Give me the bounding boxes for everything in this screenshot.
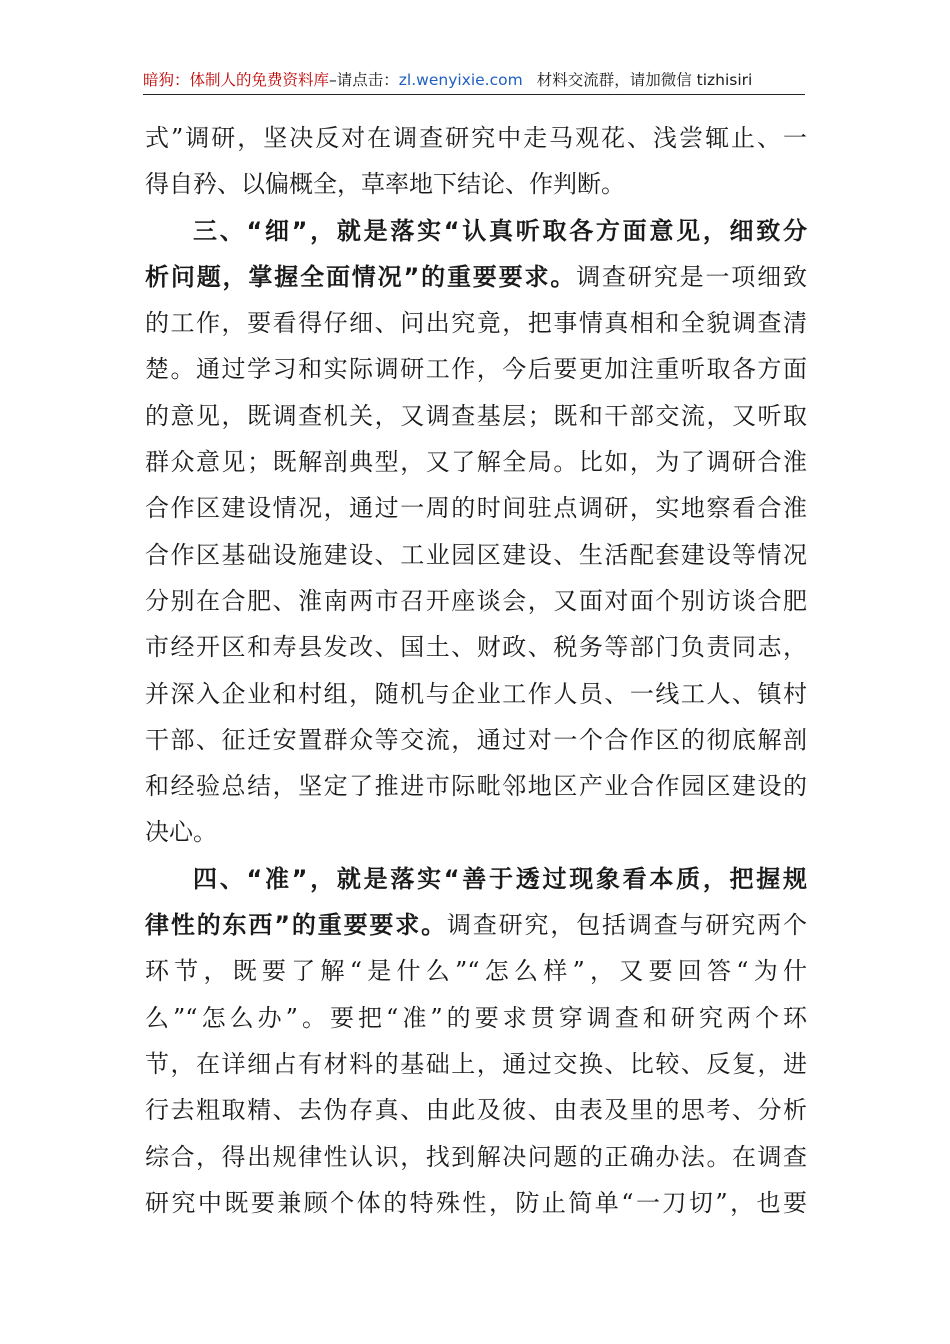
text-run: 的工作，要看得仔细、问出究竟，把事情真相和全貌调查清: [145, 309, 807, 338]
document-body: [145, 115, 807, 1226]
text-run: 综合，得出规律性认识，找到解决问题的正确办法。在调查: [145, 1142, 807, 1171]
text-line: [145, 948, 807, 994]
text-line: [145, 532, 807, 578]
text-line: [145, 717, 807, 763]
text-run: 么”“怎么办”。要把“准”的要求贯穿调查和研究两个环: [145, 1003, 807, 1032]
header-brand: 暗狗：体制人的免费资料库: [143, 71, 330, 89]
text-line: [145, 578, 807, 624]
text-line: [145, 208, 807, 254]
header-link[interactable]: zl.wenyixie.com: [398, 71, 523, 89]
text-line: [145, 346, 807, 392]
text-run: 楚。通过学习和实际调研工作，今后要更加注重听取各方面: [145, 355, 807, 384]
text-line: [145, 254, 807, 300]
text-run: 环节，既要了解“是什么”“怎么样”，又要回答“为什: [145, 957, 807, 986]
text-line: [145, 393, 807, 439]
text-run: 分别在合肥、淮南两市召开座谈会，又面对面个别访谈合肥: [145, 586, 807, 615]
text-run: 研究中既要兼顾个体的特殊性，防止简单“一刀切”，也要: [145, 1188, 807, 1217]
text-line: [145, 300, 807, 346]
text-run: 合作区建设情况，通过一周的时间驻点调研，实地察看合淮: [145, 494, 807, 523]
text-run: 干部、征迁安置群众等交流，通过对一个合作区的彻底解剖: [145, 725, 807, 754]
text-line: [145, 161, 807, 207]
text-run: 节，在详细占有材料的基础上，通过交换、比较、反复，进: [145, 1049, 807, 1078]
page-header: [143, 66, 805, 95]
text-line: [145, 1087, 807, 1133]
text-run: 得自矜、以偏概全，草率地下结论、作判断。: [145, 170, 625, 199]
bold-text-run: 四、“准”，就是落实“善于透过现象看本质，把握规: [193, 864, 807, 893]
header-click-prompt: –请点击：: [329, 71, 399, 89]
text-line: [145, 485, 807, 531]
text-run: 调查研究是一项细致: [576, 262, 807, 291]
text-line: [145, 902, 807, 948]
text-line: [145, 115, 807, 161]
text-line: [145, 671, 807, 717]
text-line: [145, 1180, 807, 1226]
text-run: 并深入企业和村组，随机与企业工作人员、一线工人、镇村: [145, 679, 807, 708]
bold-text-run: 析问题，掌握全面情况”的重要要求。: [145, 262, 577, 291]
text-line: [145, 624, 807, 670]
text-run: 群众意见；既解剖典型，又了解全局。比如，为了调研合淮: [145, 448, 807, 477]
text-line: [145, 763, 807, 809]
bold-text-run: 律性的东西”的重要要求。: [145, 911, 447, 940]
text-run: 合作区基础设施建设、工业园区建设、生活配套建设等情况: [145, 540, 807, 569]
text-line: [145, 856, 807, 902]
bold-text-run: 三、“细”，就是落实“认真听取各方面意见，细致分: [193, 216, 807, 245]
text-run: 行去粗取精、去伪存真、由此及彼、由表及里的思考、分析: [145, 1096, 807, 1125]
text-run: 和经验总结，坚定了推进市际毗邻地区产业合作园区建设的: [145, 772, 807, 801]
text-line: [145, 809, 807, 855]
text-run: 式”调研，坚决反对在调查研究中走马观花、浅尝辄止、一: [145, 124, 807, 152]
text-run: 决心。: [145, 818, 217, 847]
text-run: 市经开区和寿县发改、国土、财政、税务等部门负责同志，: [145, 633, 807, 662]
text-line: [145, 1134, 807, 1180]
header-wechat-group: 材料交流群，请加微信 tizhisiri: [536, 71, 753, 89]
text-line: [145, 1041, 807, 1087]
text-run: 的意见，既调查机关，又调查基层；既和干部交流，又听取: [145, 401, 807, 430]
text-run: 调查研究，包括调查与研究两个: [446, 911, 808, 940]
text-line: [145, 995, 807, 1041]
text-line: [145, 439, 807, 485]
